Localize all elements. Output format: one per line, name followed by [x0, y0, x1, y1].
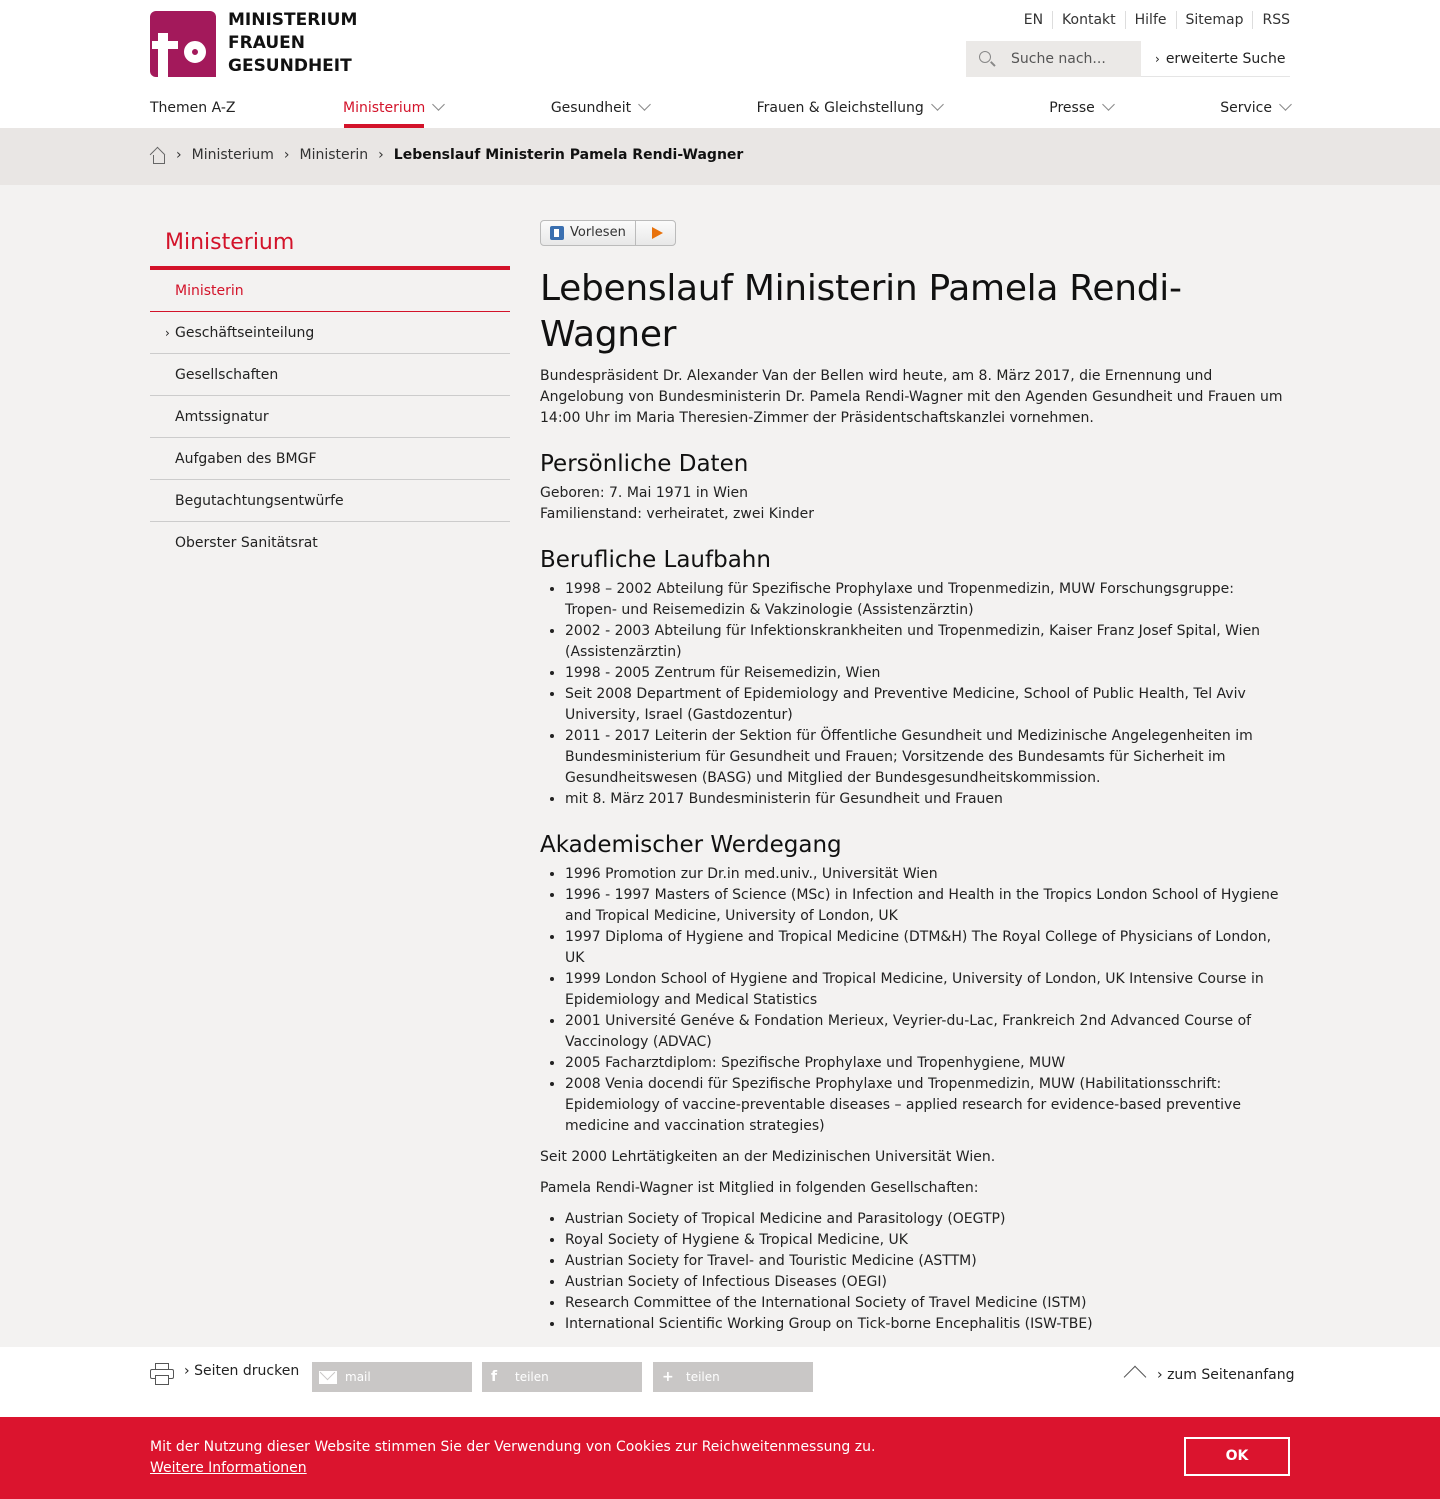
career-list	[540, 579, 1290, 810]
nav-service[interactable]: Service	[1220, 96, 1290, 128]
sidebar-item-begutachtungsentwuerfe[interactable]: Begutachtungsentwürfe	[150, 480, 510, 522]
chevron-right-icon: ›	[1155, 52, 1160, 66]
list-item: • Royal Society of Hygiene & Tropical Medicine, UK	[565, 1230, 1290, 1251]
search-icon[interactable]	[979, 51, 991, 63]
speaker-icon	[550, 226, 564, 240]
cookie-text: Mit der Nutzung dieser Website stimmen Sie der Verwendung von Cookies zur Reichweitenmessung zu. Weitere Informationen	[150, 1437, 875, 1479]
top-navigation	[1015, 11, 1290, 29]
play-icon[interactable]	[652, 227, 663, 239]
sidebar-item-oberster-sanitaetsrat[interactable]: Oberster Sanitätsrat	[175, 535, 318, 551]
list-item: • Research Committee of the International Society of Travel Medicine (ISTM)	[565, 1293, 1290, 1314]
breadcrumb-current: Lebenslauf Ministerin Pamela Rendi-Wagner	[393, 147, 744, 163]
list-item: • 1998 - 2005 Zentrum für Reisemedizin, Wien	[565, 663, 1290, 684]
chevron-down-icon	[1279, 98, 1292, 111]
sidebar-item-aufgaben[interactable]: Aufgaben des BMGF	[150, 438, 510, 480]
plus-icon: +	[662, 1369, 674, 1385]
family-text: Familienstand: verheiratet, zwei Kinder	[540, 506, 814, 522]
ministry-logo[interactable]	[150, 11, 360, 77]
breadcrumb-separator: ›	[378, 147, 384, 163]
chevron-down-icon	[931, 98, 944, 111]
mail-share-button[interactable]: mail	[312, 1362, 472, 1392]
sidebar-item-geschaeftseinteilung[interactable]: › Geschäftseinteilung	[150, 312, 510, 354]
chevron-right-icon: ›	[165, 326, 170, 340]
sidebar-item-amtssignatur[interactable]: Amtssignatur	[150, 396, 510, 438]
membership-intro: Pamela Rendi-Wagner ist Mitglied in folgenden Gesellschaften:	[540, 1180, 979, 1196]
topnav-hilfe-link[interactable]: Hilfe	[1125, 11, 1176, 29]
nav-gesundheit[interactable]: Gesundheit	[551, 96, 649, 128]
print-page-link[interactable]: › Seiten drucken	[184, 1363, 300, 1379]
breadcrumb-separator: ›	[283, 147, 290, 163]
list-item: • 1999 London School of Hygiene and Tropical Medicine, University of London, UK Intensive Course in Epidemiology and Medical Statistics	[565, 969, 1290, 1011]
list-item: • 2005 Facharztdiplom: Spezifische Prophylaxe und Tropenhygiene, MUW	[565, 1053, 1290, 1074]
nav-presse[interactable]: Presse	[1049, 96, 1112, 128]
list-item: • Austrian Society of Infectious Diseases (OEGI)	[565, 1272, 1290, 1293]
born-text: Geboren: 7. Mai 1971 in Wien	[540, 485, 749, 501]
intro-text: Bundespräsident Dr. Alexander Van der Bellen wird heute, am 8. März 2017, die Ernennung und Angelobung von Bundesministerin Dr. Pamela Rendi-Wagner mit den Agenden Gesundheit und Frauen um 14:00 Uhr im Maria Theresien-Zimmer der Präsidentschaftskanzlei vornehmen.	[540, 368, 1283, 426]
topnav-rss-link[interactable]: RSS	[1252, 11, 1290, 29]
academic-list	[540, 864, 1290, 1137]
home-icon[interactable]	[150, 148, 166, 162]
site-header	[0, 0, 1440, 128]
logo-text: MINISTERIUM FRAUEN GESUNDHEIT	[228, 10, 358, 76]
sidebar-title[interactable]: Ministerium	[150, 226, 510, 270]
membership-list	[540, 1209, 1290, 1335]
share-bar	[0, 1347, 1440, 1417]
list-item: • 2011 - 2017 Leiterin der Sektion für Öffentliche Gesundheit und Medizinische Angelegenheiten im Bundesministerium für Gesundheit und Frauen; Vorsitzende des Bundesamts für Sicherheit im Gesundheitswesen (BASG) und Mitglied der Bundesgesundheitskommission.	[565, 726, 1290, 789]
main-content	[540, 220, 1290, 1335]
personal-heading: Persönliche Daten	[540, 451, 749, 477]
list-item: • 1998 – 2002 Abteilung für Spezifische Prophylaxe und Tropenmedizin, MUW Forschungsgruppe: Tropen- und Reisemedizin & Vakzinologie (Assistenzärztin)	[565, 579, 1290, 621]
cookie-more-info-link[interactable]: Weitere Informationen	[150, 1460, 307, 1476]
topnav-en-link[interactable]: EN	[1023, 12, 1044, 28]
cookie-ok-button[interactable]: OK	[1184, 1437, 1290, 1476]
list-item: • Austrian Society of Tropical Medicine and Parasitology (OEGTP)	[565, 1209, 1290, 1230]
list-item: • Seit 2008 Department of Epidemiology and Preventive Medicine, School of Public Health, Tel Aviv University, Israel (Gastdozentur)	[565, 684, 1290, 726]
breadcrumb-ministerium[interactable]: Ministerium	[191, 147, 274, 163]
breadcrumb	[0, 128, 1440, 185]
vorlesen-button[interactable]: Vorlesen	[540, 220, 676, 246]
search-input[interactable]	[1011, 41, 1136, 77]
chevron-down-icon	[432, 98, 445, 111]
list-item: • 2008 Venia docendi für Spezifische Prophylaxe und Tropenmedizin, MUW (Habilitationsschrift: Epidemiology of vaccine-preventable diseases – applied research for evidence-based preventive medicine and vaccination strategies)	[565, 1074, 1290, 1137]
facebook-icon: f	[491, 1369, 498, 1385]
page-title: Lebenslauf Ministerin Pamela Rendi-Wagner	[540, 268, 1182, 355]
facebook-share-button[interactable]: f teilen	[482, 1362, 642, 1392]
sidebar-item-ministerin[interactable]: Ministerin	[150, 270, 510, 312]
chevron-up-icon	[1124, 1366, 1147, 1389]
fg-logo-icon	[150, 11, 216, 77]
advanced-search-link[interactable]: › erweiterte Suche	[1141, 41, 1290, 77]
topnav-sitemap-link[interactable]: Sitemap	[1176, 11, 1253, 29]
more-share-button[interactable]: + teilen	[653, 1362, 813, 1392]
breadcrumb-separator: ›	[176, 147, 182, 163]
list-item: • 2002 - 2003 Abteilung für Infektionskrankheiten und Tropenmedizin, Kaiser Franz Josef Spital, Wien (Assistenzärztin)	[565, 621, 1290, 663]
academic-heading: Akademischer Werdegang	[540, 832, 842, 858]
sidebar-item-gesellschaften[interactable]: Gesellschaften	[150, 354, 510, 396]
nav-frauen-gleichstellung[interactable]: Frauen & Gleichstellung	[757, 96, 942, 128]
list-item: • 1996 Promotion zur Dr.in med.univ., Universität Wien	[565, 864, 1290, 885]
printer-icon[interactable]	[150, 1363, 174, 1385]
mail-icon	[319, 1371, 337, 1384]
list-item: • International Scientific Working Group on Tick-borne Encephalitis (ISW-TBE)	[565, 1314, 1290, 1335]
list-item: • Austrian Society for Travel- and Touristic Medicine (ASTTM)	[565, 1251, 1290, 1272]
chevron-down-icon	[638, 98, 651, 111]
back-to-top-link[interactable]: › zum Seitenanfang	[1127, 1363, 1294, 1383]
nav-themen-az[interactable]: Themen A-Z	[150, 100, 236, 116]
list-item: • mit 8. März 2017 Bundesministerin für Gesundheit und Frauen	[565, 789, 1290, 810]
teaching-text: Seit 2000 Lehrtätigkeiten an der Medizinischen Universität Wien.	[540, 1149, 996, 1165]
list-item: • 1996 - 1997 Masters of Science (MSc) in Infection and Health in the Tropics London School of Hygiene and Tropical Medicine, University of London, UK	[565, 885, 1290, 927]
topnav-kontakt-link[interactable]: Kontakt	[1052, 11, 1125, 29]
main-navigation	[150, 96, 1290, 128]
chevron-down-icon	[1102, 98, 1115, 111]
search-area	[966, 41, 1290, 77]
cookie-banner	[0, 1417, 1440, 1499]
list-item: • 2001 Université Genéve & Fondation Merieux, Veyrier-du-Lac, Frankreich 2nd Advanced Course of Vaccinology (ADVAC)	[565, 1011, 1290, 1053]
list-item: • 1997 Diploma of Hygiene and Tropical Medicine (DTM&H) The Royal College of Physicians of London, UK	[565, 927, 1290, 969]
career-heading: Berufliche Laufbahn	[540, 547, 771, 573]
sidebar	[150, 226, 510, 564]
nav-ministerium[interactable]: Ministerium	[343, 96, 443, 128]
breadcrumb-ministerin[interactable]: Ministerin	[299, 147, 369, 163]
search-box	[966, 41, 1141, 77]
